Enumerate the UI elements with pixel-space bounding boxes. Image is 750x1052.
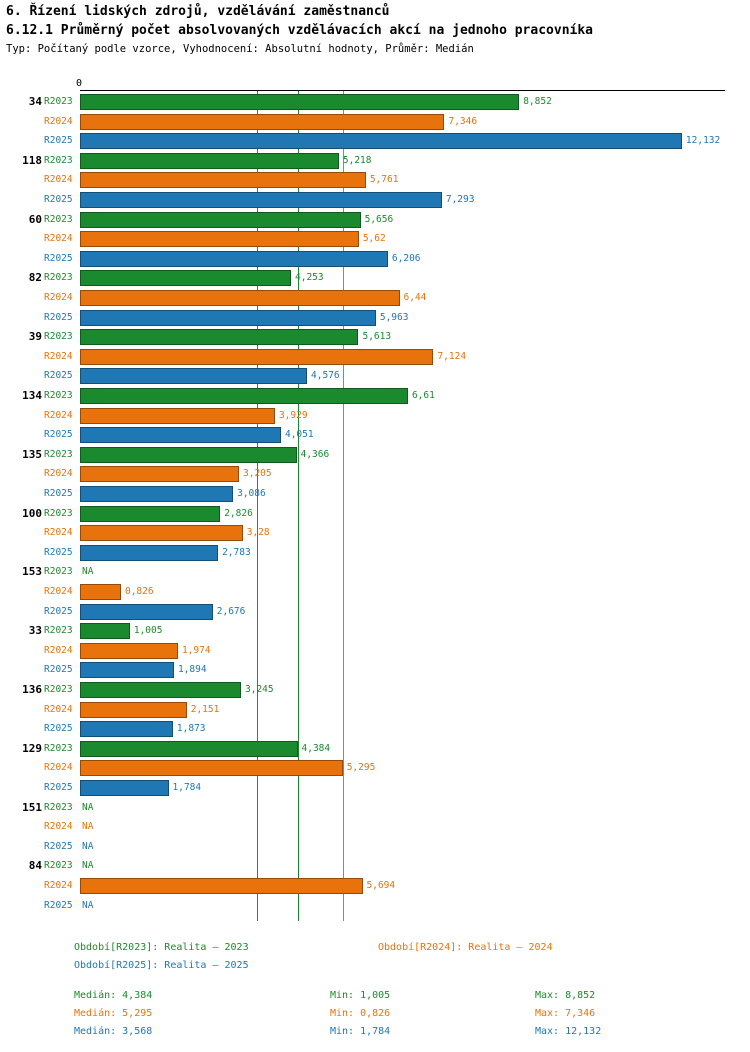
bar[interactable] xyxy=(80,721,173,737)
bar-group xyxy=(0,857,750,916)
bar-value-na: NA xyxy=(82,801,94,813)
bar-group xyxy=(0,622,750,681)
series-row-label: R2023 xyxy=(44,507,73,519)
bar-value-label: 5,218 xyxy=(342,154,372,166)
series-row-label: R2024 xyxy=(44,585,73,597)
bar-value-label: 7,346 xyxy=(448,115,478,127)
group-code-label: 151 xyxy=(22,800,42,814)
legend-stat-max: Max: 7,346 xyxy=(535,1008,596,1019)
series-row-label: R2025 xyxy=(44,370,73,382)
bar-value-label: 7,293 xyxy=(445,193,475,205)
bar[interactable] xyxy=(80,310,376,326)
bar[interactable] xyxy=(80,388,408,404)
group-code-label: 34 xyxy=(28,95,42,108)
series-row-label: R2024 xyxy=(44,409,73,421)
series-row-label: R2025 xyxy=(44,487,73,499)
bar-value-label: 2,826 xyxy=(224,507,253,519)
series-row-label: R2023 xyxy=(44,448,73,460)
series-row-label: R2023 xyxy=(44,742,73,754)
bar-value-label: 5,761 xyxy=(369,174,399,186)
bar[interactable] xyxy=(80,604,213,620)
bar[interactable] xyxy=(80,172,366,188)
series-row-label: R2025 xyxy=(44,252,73,264)
bar-value-label: 5,656 xyxy=(364,213,394,225)
bar[interactable] xyxy=(80,506,220,522)
series-row-label: R2024 xyxy=(44,644,73,656)
bar-group xyxy=(0,681,750,740)
series-row-label: R2023 xyxy=(44,390,73,401)
group-code-label: 33 xyxy=(28,624,42,638)
bar[interactable] xyxy=(80,153,339,169)
series-row-label: R2025 xyxy=(44,840,73,852)
series-row-label: R2025 xyxy=(44,135,73,147)
bar-group xyxy=(0,269,750,328)
series-row-label: R2024 xyxy=(44,350,73,362)
bar[interactable] xyxy=(80,662,174,678)
series-row-label: R2024 xyxy=(44,233,73,245)
bar-value-label: 0,826 xyxy=(124,585,154,597)
series-row-label: R2023 xyxy=(44,566,73,578)
bar-value-label: 1,974 xyxy=(181,644,211,656)
bar-value-label: 4,366 xyxy=(300,448,330,460)
group-code-label: 118 xyxy=(22,153,42,167)
bar-value-label: 5,963 xyxy=(379,311,409,323)
bar[interactable] xyxy=(80,133,682,149)
group-code-label: 136 xyxy=(22,683,42,696)
bar[interactable] xyxy=(80,486,233,502)
legend-item-r2025[interactable]: Období[R2025]: Realita – 2025 xyxy=(74,960,249,971)
bar-value-label: 3,28 xyxy=(246,527,270,539)
series-row-label: R2025 xyxy=(44,429,73,441)
bar-value-label: 3,929 xyxy=(278,409,308,421)
bar[interactable] xyxy=(80,114,444,130)
bar-value-label: 5,295 xyxy=(346,762,376,774)
bar-value-label: 6,44 xyxy=(403,291,427,303)
bar-value-label: 1,005 xyxy=(133,625,163,637)
series-row-label: R2025 xyxy=(44,781,73,793)
bar-value-label: 3,205 xyxy=(243,468,272,480)
bar[interactable] xyxy=(80,270,291,286)
series-row-label: R2023 xyxy=(44,860,73,872)
group-code-label: 84 xyxy=(28,859,42,873)
bar[interactable] xyxy=(80,584,121,600)
series-row-label: R2025 xyxy=(44,605,73,617)
series-row-label: R2024 xyxy=(44,527,73,539)
legend-stat-max: Max: 8,852 xyxy=(535,990,596,1001)
series-row-label: R2023 xyxy=(44,801,73,813)
series-row-label: R2024 xyxy=(44,703,73,715)
series-row-label: R2024 xyxy=(44,115,73,127)
group-code-label: 60 xyxy=(28,212,42,226)
bar-value-label: 3,245 xyxy=(245,684,274,695)
bar-value-label: 1,784 xyxy=(172,781,202,793)
bar[interactable] xyxy=(80,760,343,776)
bar-value-label: 5,613 xyxy=(362,331,392,343)
bar-value-label: 6,206 xyxy=(391,252,421,264)
series-row-label: R2023 xyxy=(44,154,73,166)
legend-stat-median: Medián: 5,295 xyxy=(74,1008,153,1019)
series-row-label: R2023 xyxy=(44,96,73,107)
bar[interactable] xyxy=(80,545,218,561)
bar[interactable] xyxy=(80,780,169,796)
bar-value-label: 3,086 xyxy=(237,487,266,499)
group-code-label: 129 xyxy=(22,741,42,755)
bar-value-label: 5,694 xyxy=(366,879,396,891)
bar[interactable] xyxy=(80,94,519,110)
legend-stat-median: Medián: 4,384 xyxy=(74,990,153,1001)
bar[interactable] xyxy=(80,682,241,698)
series-row-label: R2023 xyxy=(44,625,73,637)
bar[interactable] xyxy=(80,251,388,267)
bar-value-label: 2,676 xyxy=(216,605,246,617)
bar-group xyxy=(0,505,750,564)
bar[interactable] xyxy=(80,466,239,482)
series-row-label: R2025 xyxy=(44,193,73,205)
bar-value-label: 4,576 xyxy=(311,370,340,382)
series-row-label: R2024 xyxy=(44,468,73,480)
legend-stat-max: Max: 12,132 xyxy=(535,1026,602,1037)
bar-group xyxy=(0,328,750,387)
bar[interactable] xyxy=(80,741,298,757)
series-row-label: R2024 xyxy=(44,879,73,891)
bar-value-na: NA xyxy=(82,860,94,872)
bar[interactable] xyxy=(80,447,297,463)
bar-value-label: 1,894 xyxy=(177,664,207,676)
series-row-label: R2024 xyxy=(44,291,73,303)
bar-group xyxy=(0,799,750,858)
bar[interactable] xyxy=(80,525,243,541)
page-title-section: 6. Řízení lidských zdrojů, vzdělávání zaměstnanců xyxy=(6,4,390,19)
legend-stat-min: Min: 0,826 xyxy=(330,1008,391,1019)
group-code-label: 153 xyxy=(22,565,42,579)
series-row-label: R2023 xyxy=(44,213,73,225)
series-row-label: R2025 xyxy=(44,664,73,676)
bar-value-label: 2,783 xyxy=(222,546,251,558)
series-row-label: R2025 xyxy=(44,546,73,558)
bar-value-label: 4,384 xyxy=(301,742,331,754)
bar-value-label: 5,62 xyxy=(362,233,386,245)
bar-value-label: 6,61 xyxy=(411,390,435,401)
bar-group xyxy=(0,446,750,505)
page-title: 6.12.1 Průměrný počet absolvovaných vzdělávacích akcí na jednoho pracovníka xyxy=(6,23,593,38)
bar[interactable] xyxy=(80,368,307,384)
series-row-label: R2024 xyxy=(44,174,73,186)
bar-value-na: NA xyxy=(82,566,94,578)
group-code-label: 100 xyxy=(22,506,42,520)
legend-stat-min: Min: 1,784 xyxy=(330,1026,391,1037)
series-row-label: R2023 xyxy=(44,272,73,284)
bar[interactable] xyxy=(80,702,187,718)
group-code-label: 82 xyxy=(28,271,42,285)
legend-item-r2023[interactable]: Období[R2023]: Realita – 2023 xyxy=(74,942,249,953)
page-subtitle: Typ: Počítaný podle vzorce, Vyhodnocení: Absolutní hodnoty, Průměr: Medián xyxy=(6,43,474,55)
bar-group xyxy=(0,211,750,270)
series-row-label: R2024 xyxy=(44,821,73,833)
series-row-label: R2024 xyxy=(44,762,73,774)
bar-value-na: NA xyxy=(82,821,94,833)
bar-group xyxy=(0,387,750,446)
series-row-label: R2023 xyxy=(44,684,73,695)
series-row-label: R2025 xyxy=(44,723,73,735)
bar[interactable] xyxy=(80,329,358,345)
bar-value-label: 4,051 xyxy=(284,429,314,441)
bar-value-na: NA xyxy=(82,840,94,852)
bar[interactable] xyxy=(80,231,359,247)
bar[interactable] xyxy=(80,408,275,424)
series-row-label: R2025 xyxy=(44,899,73,911)
bar-value-label: 4,253 xyxy=(295,272,324,284)
bar-value-label: 2,151 xyxy=(190,703,220,715)
bar[interactable] xyxy=(80,427,281,443)
group-code-label: 39 xyxy=(28,330,42,344)
group-code-label: 134 xyxy=(22,389,42,402)
bar-group xyxy=(0,740,750,799)
bar[interactable] xyxy=(80,623,130,639)
bar[interactable] xyxy=(80,192,442,208)
axis-origin-label: 0 xyxy=(76,78,83,89)
bar-group xyxy=(0,563,750,622)
legend-item-r2024[interactable]: Období[R2024]: Realita – 2024 xyxy=(378,942,553,953)
bar[interactable] xyxy=(80,212,361,228)
bar-group xyxy=(0,93,750,152)
bar-value-label: 7,124 xyxy=(437,350,467,362)
bar-value-label: 12,132 xyxy=(685,135,721,147)
bar[interactable] xyxy=(80,349,433,365)
bar-value-na: NA xyxy=(82,899,94,911)
legend-stat-min: Min: 1,005 xyxy=(330,990,391,1001)
chart-area xyxy=(0,78,750,933)
bar[interactable] xyxy=(80,290,400,306)
series-row-label: R2023 xyxy=(44,331,73,343)
bar-value-label: 8,852 xyxy=(523,96,552,107)
legend-stat-median: Medián: 3,568 xyxy=(74,1026,153,1037)
bar-value-label: 1,873 xyxy=(176,723,206,735)
bar[interactable] xyxy=(80,643,178,659)
group-code-label: 135 xyxy=(22,447,42,461)
bar[interactable] xyxy=(80,878,363,894)
bar-group xyxy=(0,152,750,211)
series-row-label: R2025 xyxy=(44,311,73,323)
